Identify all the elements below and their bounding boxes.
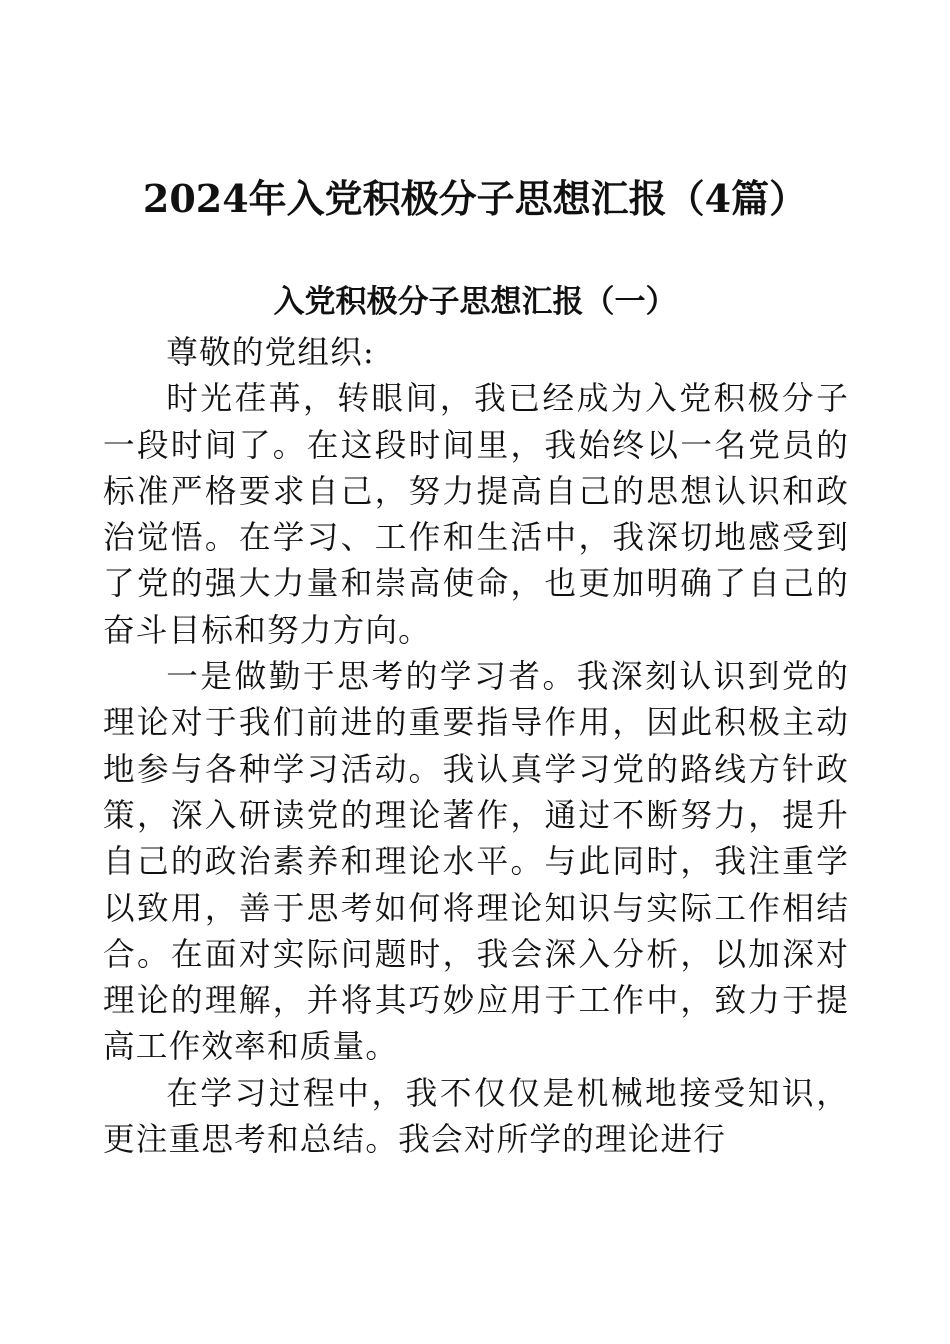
document-title: 2024年入党积极分子思想汇报（4篇）	[142, 176, 808, 221]
salutation: 尊敬的党组织:	[166, 335, 375, 371]
section-title: 入党积极分子思想汇报（一）	[273, 284, 677, 320]
paragraph-point-one: 一是做勤于思考的学习者。我深刻认识到党的理论对于我们前进的重要指导作用，因此积极主动地参与各种学习活动。我认真学习党的路线方针政策，深入研读党的理论著作，通过不断努力，提升自己的政治素养和理论水平。与此同时，我注重学以致用，善于思考如何将理论知识与实际工作相结合。在面对实际问题时，我会深入分析，以加深对理论的理解，并将其巧妙应用于工作中，致力于提高工作效率和质量。	[103, 659, 849, 1066]
paragraph-intro: 时光荏苒，转眼间，我已经成为入党积极分子一段时间了。在这段时间里，我始终以一名党员的标准严格要求自己，努力提高自己的思想认识和政治觉悟。在学习、工作和生活中，我深切地感受到了党的强大力量和崇高使命，也更加明确了自己的奋斗目标和努力方向。	[103, 381, 849, 649]
paragraph-study-process: 在学习过程中，我不仅仅是机械地接受知识，更注重思考和总结。我会对所学的理论进行	[103, 1075, 849, 1159]
document-body	[103, 330, 849, 1163]
